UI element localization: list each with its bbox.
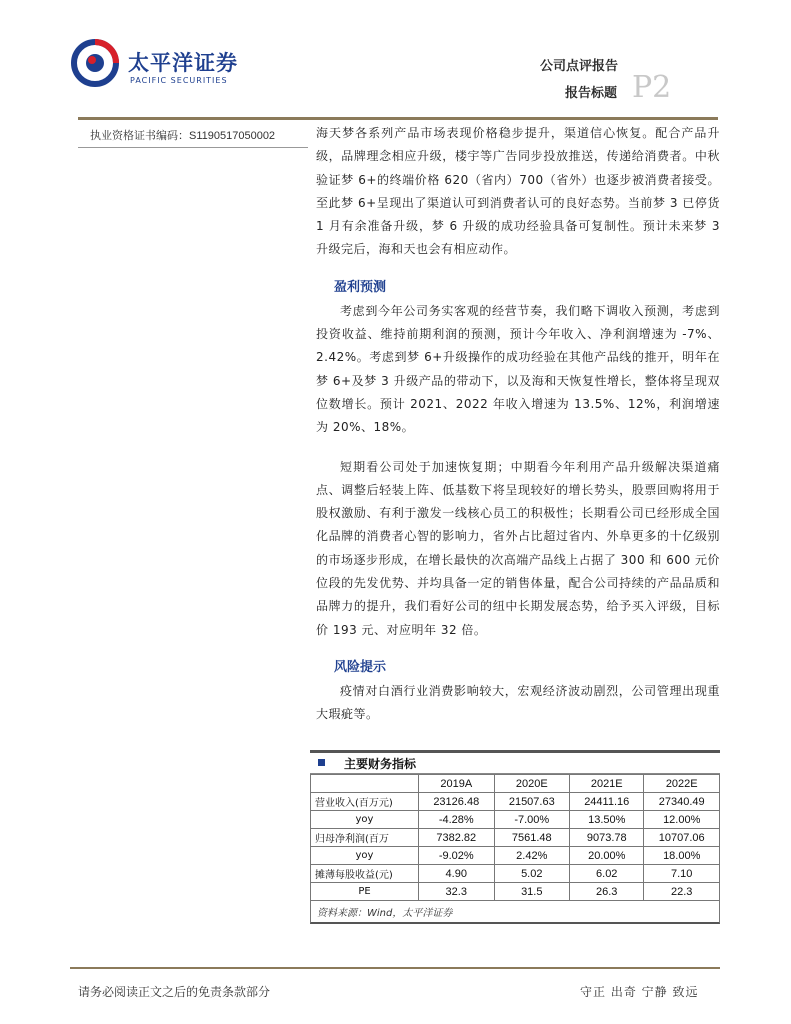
spacer [316,440,720,456]
table-cell: -4.28% [419,811,495,829]
paragraph-risk: 疫情对白酒行业消费影响较大，宏观经济波动剧烈，公司管理出现重大瑕疵等。 [316,683,720,722]
table-row [311,865,720,883]
company-logo [70,38,240,88]
footer-disclaimer: 请务必阅读正文之后的免责条款部分 [78,985,271,999]
table-row [311,811,720,829]
table-cell: 21507.63 [494,793,570,811]
square-bullet-icon [318,759,325,766]
table-cell: 18.00% [644,847,720,865]
financial-table [310,774,720,901]
table-cell: 7382.82 [419,829,495,847]
table-cell: -7.00% [494,811,570,829]
table-cell: 22.3 [644,883,720,901]
certificate-line [90,127,275,143]
table-cell: 27340.49 [644,793,720,811]
section-title-profit-forecast: 盈利预测 [334,279,387,295]
row-label: 归母净利润(百万 [311,829,419,847]
table-row [311,793,720,811]
table-cell: 4.90 [419,865,495,883]
table-source-note: 资料来源：Wind，太平洋证券 [310,901,720,924]
year-header: 2019A [419,775,495,793]
table-cell: 6.02 [570,865,644,883]
table-cell: 9073.78 [570,829,644,847]
paragraph-product-upgrade: 海天梦各系列产品市场表现价格稳步提升，渠道信心恢复。配合产品升级，品牌理念相应升级，楼宇等广告同步投放推送，传递给消费者。中秋验证梦 6+的终端价格 620（省内）700（省外）也逐步被消费者接受。至此梦 6+呈现出了渠道认可到消费者认可的良好态势。当前梦 3 已停货 1 月有余准备升级，梦 6 升级的成功经验具备可复制性。预计未来梦 3 升级完后，海和天也会有相应动作。 [316,126,720,257]
main-body [316,122,720,727]
financial-indicators-table [310,750,720,924]
certificate-number: S1190517050002 [189,130,276,142]
table-title: 主要财务指标 [344,757,417,771]
table-cell: 32.3 [419,883,495,901]
footer-motto: 守正 出奇 宁静 致远 [580,985,699,999]
year-header: 2021E [570,775,644,793]
table-cell: 13.50% [570,811,644,829]
report-title: 报告标题 [565,86,618,101]
table-cell: 20.00% [570,847,644,865]
report-type: 公司点评报告 [540,59,619,74]
section-title-risk: 风险提示 [334,659,387,675]
table-corner-cell [311,775,419,793]
footer-divider [70,967,720,969]
logo-chinese-text: 太平洋证券 [128,51,238,75]
year-header: 2022E [644,775,720,793]
sidebar-divider [78,147,308,148]
pacific-logo-icon [70,38,126,88]
table-header-bar [310,750,720,774]
table-row [311,883,720,901]
table-cell: 7561.48 [494,829,570,847]
row-label: PE [311,883,419,901]
table-cell: 7.10 [644,865,720,883]
table-cell: 31.5 [494,883,570,901]
logo-english-text: PACIFIC SECURITIES [130,76,228,85]
table-cell: 2.42% [494,847,570,865]
table-cell: 26.3 [570,883,644,901]
table-cell: 5.02 [494,865,570,883]
table-row [311,847,720,865]
paragraph-profit-forecast: 考虑到今年公司务实客观的经营节奏，我们略下调收入预测，考虑到投资收益、维持前期利润的预测，预计今年收入、净利润增速为 -7%、2.42%。考虑到梦 6+升级操作的成功经验在其他产品线的推开，明年在梦 6+及梦 3 升级产品的带动下，以及海和天恢复性增长，整体将呈现双位数增长。预计 2021、2022 年收入增速为 13.5%、12%，利润增速为 20%、18%。 [316,303,720,435]
header-divider [78,117,718,120]
table-row [311,829,720,847]
table-cell: 24411.16 [570,793,644,811]
row-label: yoy [311,811,419,829]
row-label: 营业收入(百万元) [311,793,419,811]
table-cell: -9.02% [419,847,495,865]
table-year-row [311,775,720,793]
table-cell: 23126.48 [419,793,495,811]
table-cell: 10707.06 [644,829,720,847]
table-cell: 12.00% [644,811,720,829]
certificate-label: 执业资格证书编码： [90,129,189,142]
row-label: 摊薄每股收益(元) [311,865,419,883]
year-header: 2020E [494,775,570,793]
page-number: P2 [632,70,672,105]
row-label: yoy [311,847,419,865]
paragraph-investment-view: 短期看公司处于加速恢复期；中期看今年利用产品升级解决渠道痛点、调整后轻装上阵、低基数下将呈现较好的增长势头，股票回购将用于股权激励、有利于激发一线核心员工的积极性；长期看公司已经形成全国化品牌的消费者心智的影响力，省外占比超过省内、外阜更多的十亿级别的市场逐步形成，在增长最快的次高端产品线上占据了 300 和 600 元价位段的先发优势、并均具备一定的销售体量，配合公司持续的产品品质和品牌力的提升，我们看好公司的纽中长期发展态势，给予买入评级，目标价 193 元、对应明年 32 倍。 [316,459,720,637]
